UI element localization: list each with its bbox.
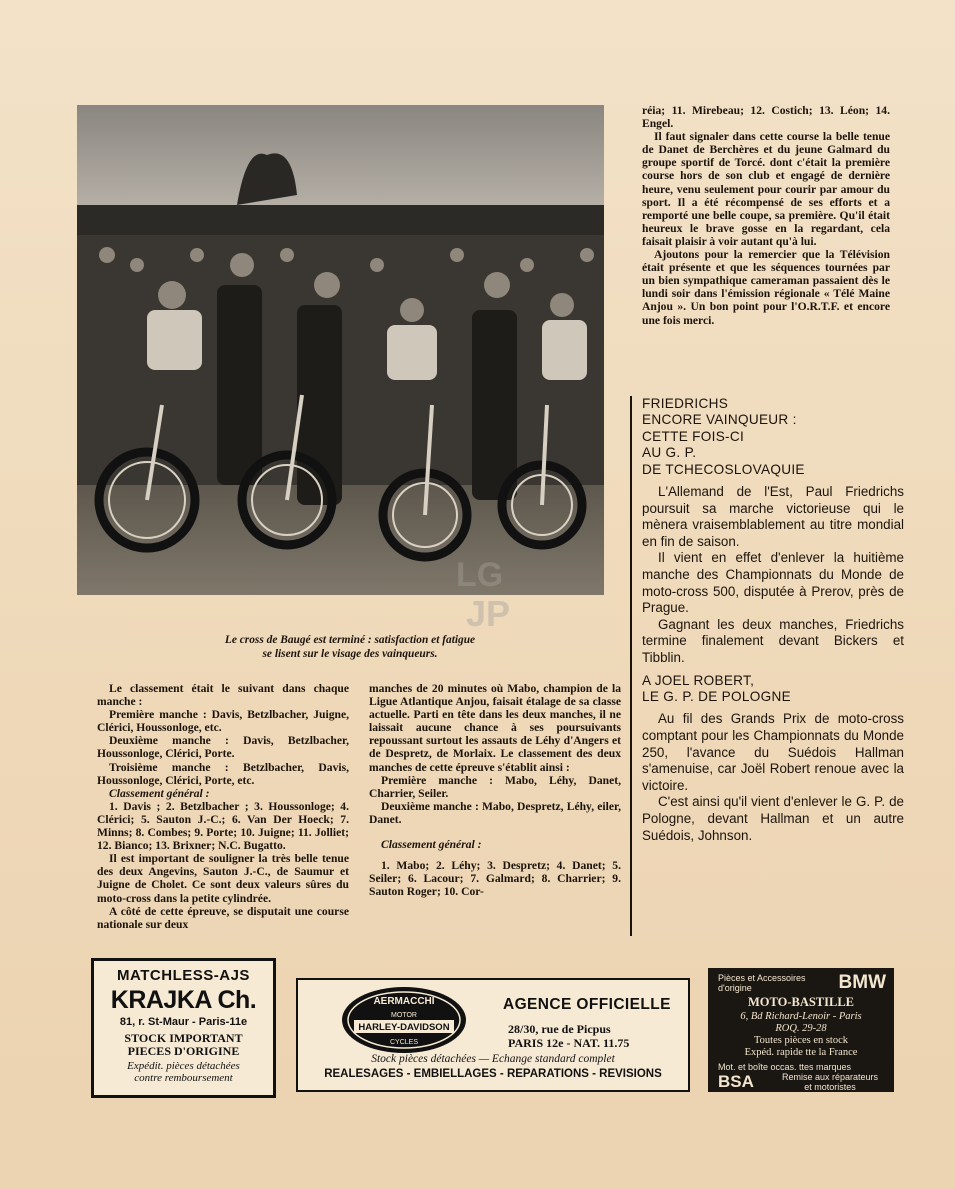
caption-line-2: se lisent sur le visage des vainqueurs.	[262, 648, 438, 660]
paragraph: 1. Davis ; 2. Betzlbacher ; 3. Houssonloge; 4. Clérici; 5. Sauton J.-C.; 6. Van Der Hoeck; 7. Minns; 8. Combes; 9. Porte; 10. Juigne; 11. Jolliet; 12. Bianco; 13. Brixner; N.C. Bugatto.	[97, 799, 349, 853]
ad-discount-line: Remise aux réparateurs	[781, 1072, 879, 1082]
paragraph: Première manche : Mabo, Léhy, Danet, Charrier, Seiler.	[369, 773, 621, 800]
ad-discount-line: et motoristes	[804, 1082, 856, 1092]
paragraph: Deuxième manche : Mabo, Despretz, Léhy, eiler, Danet.	[369, 799, 621, 826]
article-heading-line: CETTE FOIS-CI	[642, 428, 745, 444]
article-heading-line: A JOEL ROBERT,	[642, 672, 755, 688]
paragraph: 1. Mabo; 2. Léhy; 3. Despretz; 4. Danet; 5. Seiler; 6. Lacour; 7. Galmard; 8. Charrier; 9. Sauton Roger; 10. Cor-	[369, 859, 621, 899]
ad-harley-davidson	[296, 978, 690, 1092]
paragraph-heading: Classement général :	[381, 838, 482, 852]
article-heading-line: LE G. P. DE POLOGNE	[642, 688, 791, 704]
paragraph: Deuxième manche : Davis, Betzlbacher, Houssonloge, Clérici, Porte.	[97, 734, 349, 761]
ad-shipping-line: Expédit. pièces détachées	[127, 1060, 240, 1072]
paragraph: A côté de cette épreuve, se disputait une course nationale sur deux	[97, 904, 349, 931]
motocross-photo	[77, 105, 604, 595]
ad-stock-line: PIECES D'ORIGINE	[127, 1044, 240, 1058]
ad-address-line: 28/30, rue de Picpus	[508, 1022, 611, 1036]
ad-title: MATCHLESS-AJS	[117, 967, 250, 984]
text-column-1	[97, 682, 349, 931]
photo-caption	[150, 633, 550, 661]
ad-info-line: Expéd. rapide tte la France	[744, 1046, 858, 1058]
article-paragraph: Au fil des Grands Prix de moto-cross comptant pour les Championnats du Monde 250, l'avance du Suédois Hallman s'amenuise, car Joël Robert renoue avec la victoire.	[642, 711, 904, 793]
ad-parts-line: Pièces et Accessoires	[718, 973, 806, 983]
ad-parts-label	[718, 973, 806, 993]
paragraph: Ajoutons pour la remercier que la Télévision était présente et que les séquences tournées par un bien sympathique cameraman passaient dès le lundi soir dans l'émission régionale « Télé Maine Anjou ». Un bon point pour l'O.R.T.F. et encore une fois merci.	[642, 248, 890, 327]
article-heading-line: FRIEDRICHS	[642, 396, 729, 411]
ad-stock-line: STOCK IMPORTANT	[124, 1031, 243, 1045]
ad-shop-name: MOTO-BASTILLE	[747, 995, 855, 1009]
article-paragraph: Il vient en effet d'enlever la huitième manche des Championnats du Monde de moto-cross 500, disputée à Prerov, près de Prague.	[642, 550, 904, 616]
logo-mid-text: HARLEY-DAVIDSON	[358, 1022, 450, 1033]
ad-info	[708, 1035, 894, 1058]
ad-agency: AGENCE OFFICIELLE	[503, 996, 671, 1013]
ad-address-line: ROQ. 29-28	[775, 1022, 827, 1034]
article-paragraph: Gagnant les deux manches, Friedrichs termine finalement devant Bickers et Tibblin.	[642, 616, 904, 665]
ad-krajka	[91, 958, 276, 1098]
ad-address-line: PARIS 12e - NAT. 11.75	[508, 1036, 630, 1050]
friedrichs-article	[630, 396, 904, 936]
ad-shipping	[98, 1060, 269, 1084]
bsa-logo-text: BSA	[718, 1072, 754, 1091]
paragraph-heading: Classement général :	[109, 786, 210, 800]
logo-sub1: MOTOR	[391, 1012, 417, 1019]
ad-services-line: REALESAGES - EMBIELLAGES - REPARATIONS - REVISIONS	[324, 1068, 662, 1080]
paragraph: Le classement était le suivant dans chaque manche :	[97, 682, 349, 709]
ad-discount	[770, 1072, 890, 1092]
paragraph: Il faut signaler dans cette course la belle tenue de Danet de Berchères et du jeune Galmard du groupe sportif de Torcé. dont c'était la première course hors de son club et engagé de dernière heure, venu seulement pour courir par amour du sport. Il a été récompensé de ses efforts et a remporté une belle coupe, sa première. Qu'il était heureux le brave gosse en la regardant, cela faisait plaisir à voir autant qu'à lui.	[642, 130, 890, 248]
watermark-top: LG	[456, 556, 504, 594]
right-top-column	[642, 104, 890, 327]
logo-top-text: AERMACCHI	[373, 996, 435, 1007]
paragraph: Première manche : Davis, Betzlbacher, Juigne, Clérici, Houssonloge, etc.	[97, 708, 349, 735]
ad-address	[708, 1011, 894, 1034]
ad-address-line: 6, Bd Richard-Lenoir - Paris	[740, 1011, 862, 1022]
ad-stock	[98, 1032, 269, 1058]
paragraph: manches de 20 minutes où Mabo, champion de la Ligue Atlantique Anjou, faisait étalage de sa classe actuelle. Parti en tête dans les deux manches, il ne laissait aucune chance à ses poursuivants repoussant surtout les assauts de Léhy d'Angers et de Despretz, de Morlaix. Le classement des deux manches de cette épreuve s'établit ainsi :	[369, 682, 621, 774]
bmw-logo-text: BMW	[838, 972, 886, 993]
ad-shipping-line: contre remboursement	[134, 1072, 233, 1084]
text-column-2	[369, 682, 621, 898]
ad-stock-line: Stock pièces détachées — Echange standard complet	[371, 1053, 615, 1065]
paragraph: réia; 11. Mirebeau; 12. Costich; 13. Léon; 14. Engel.	[642, 104, 890, 131]
watermark	[408, 548, 548, 638]
ad-parts-line: d'origine	[718, 983, 752, 993]
paragraph: Troisième manche : Betzlbacher, Davis, Houssonloge, Clérici, Porte, etc.	[97, 760, 349, 787]
article-paragraph: L'Allemand de l'Est, Paul Friedrichs poursuit sa marche victorieuse qui le mènera vraisemblablement au titre mondial en fin de saison.	[642, 484, 904, 549]
article-heading-line: ENCORE VAINQUEUR :	[642, 412, 797, 428]
article-heading-line: DE TCHECOSLOVAQUIE	[642, 461, 805, 477]
paragraph: Il est important de souligner la très belle tenue des deux Angevins, Sauton J.-C., de Saumur et Juigne de Cholet. Ce sont deux valeurs sûres du moto-cross dans la petite cylindrée.	[97, 852, 349, 905]
aermacchi-harley-logo	[340, 984, 468, 1056]
logo-sub2: CYCLES	[389, 1039, 419, 1046]
ad-info-line: Toutes pièces en stock	[753, 1035, 849, 1046]
ad-address: 81, r. St-Maur - Paris-11e	[119, 1016, 248, 1028]
ad-brand: KRAJKA Ch.	[110, 986, 257, 1014]
watermark-bottom: JP	[466, 593, 511, 634]
caption-line-1: Le cross de Baugé est terminé : satisfaction et fatigue	[224, 634, 476, 646]
ad-used-bikes: Mot. et boîte occas. ttes marques	[718, 1062, 852, 1072]
ad-moto-bastille	[708, 968, 894, 1092]
ad-address	[508, 1022, 629, 1050]
article-paragraph: C'est ainsi qu'il vient d'enlever le G. P. de Pologne, devant Hallman et un autre Suédois, Johnson.	[642, 794, 904, 843]
article-heading-line: AU G. P.	[642, 445, 697, 461]
